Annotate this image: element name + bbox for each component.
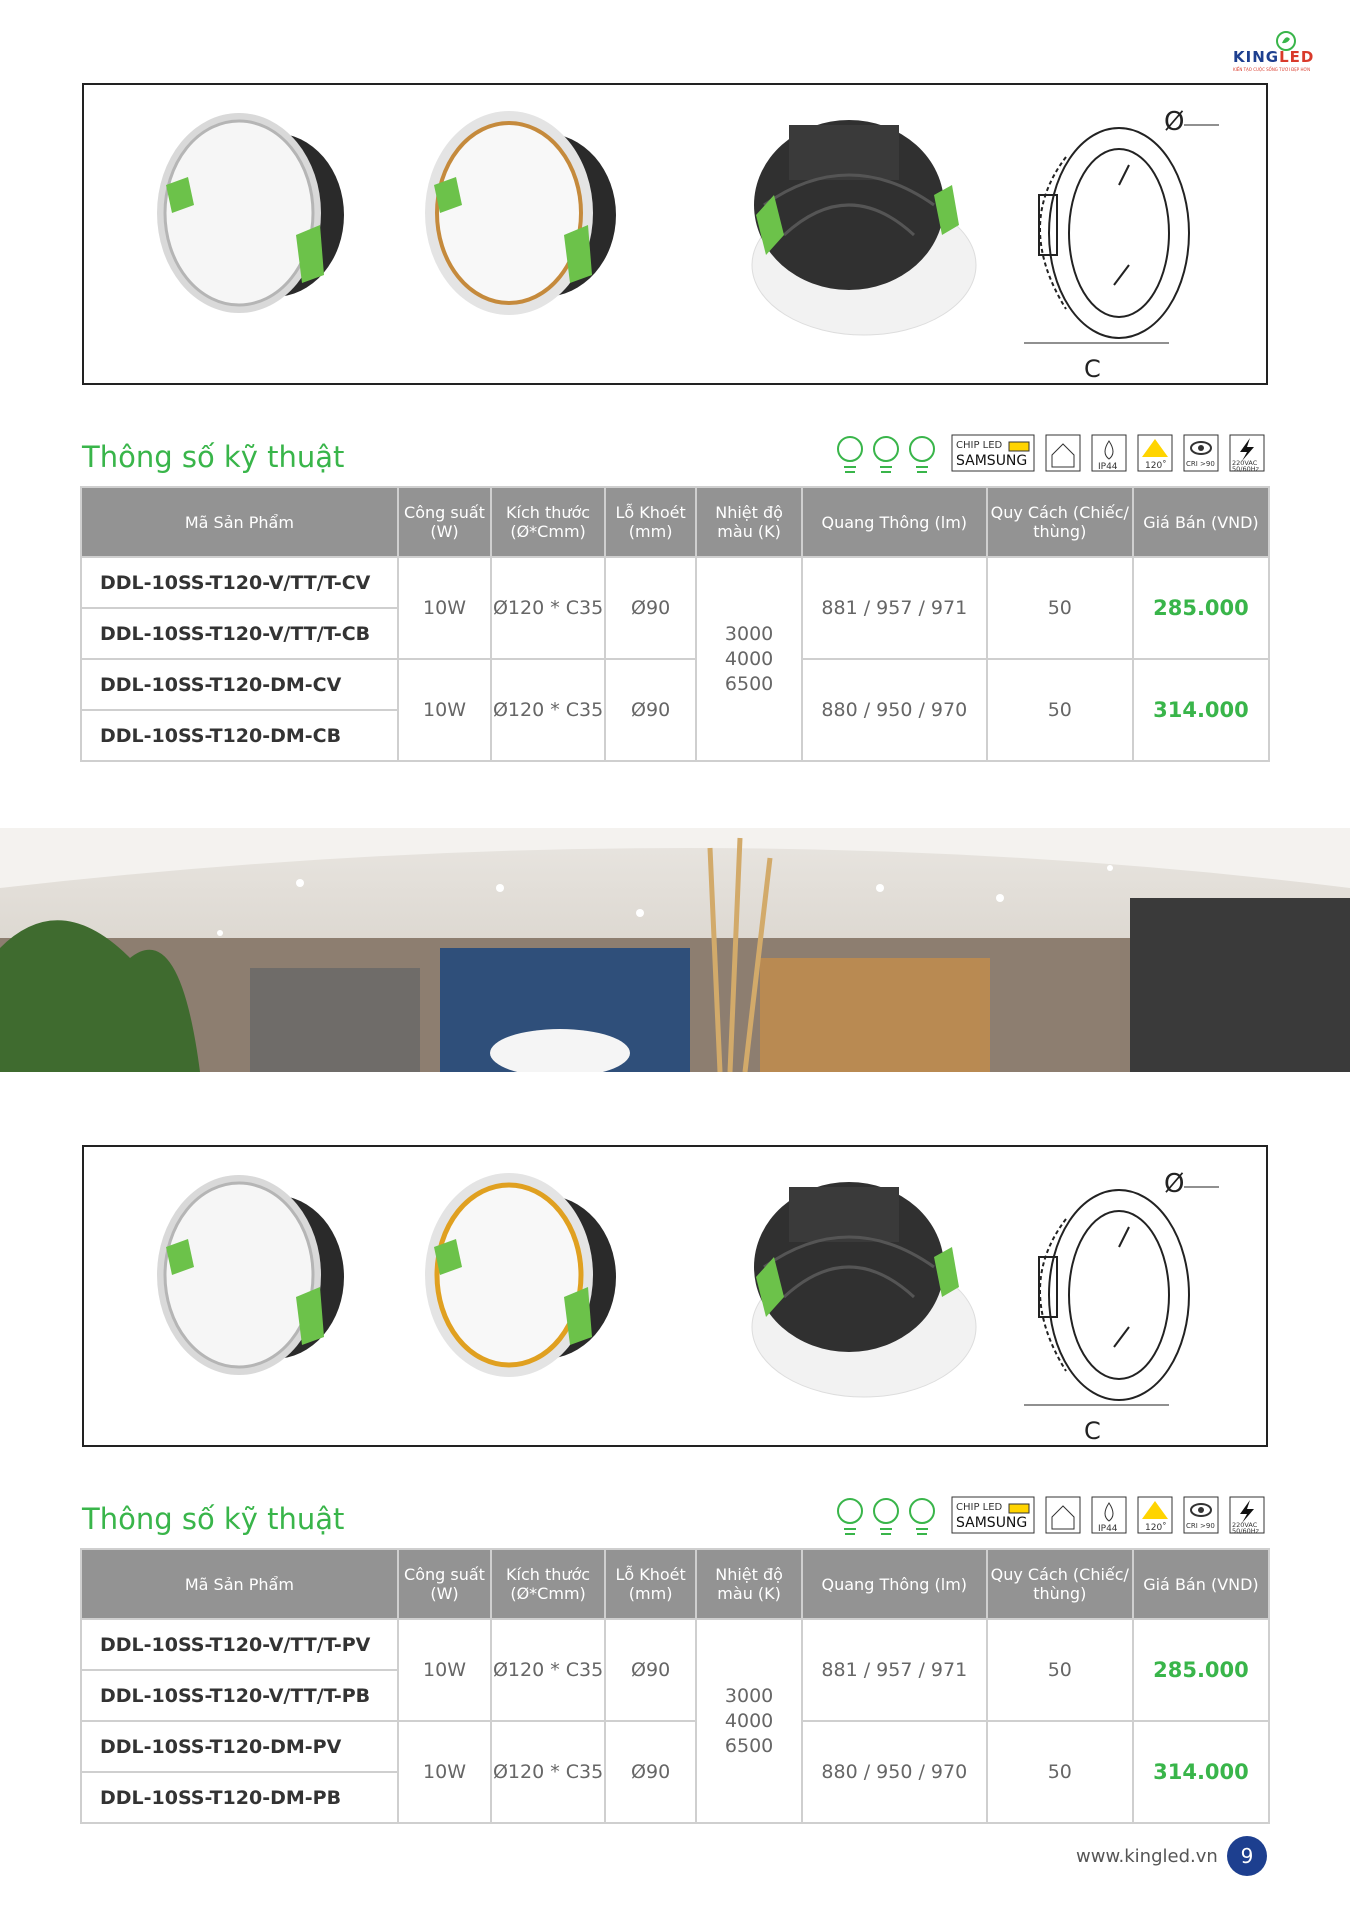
voltage-label-2: 50/60Hz — [1232, 465, 1260, 473]
header-code: Mã Sản Phẩm — [81, 487, 398, 557]
price-cell: 285.000 — [1133, 1619, 1269, 1721]
product-code: DDL-10SS-T120-DM-CV — [81, 659, 398, 710]
size-cell: Ø120 * C35 — [491, 1721, 605, 1823]
samsung-label: SAMSUNG — [956, 453, 1028, 469]
voltage-label-1: 220VAC — [1232, 1521, 1258, 1529]
header-pack: Quy Cách (Chiếc/ thùng) — [987, 1549, 1133, 1619]
downlight-silver-image — [157, 1175, 344, 1375]
temp-value: 6500 — [724, 672, 774, 695]
size-cell: Ø120 * C35 — [491, 659, 605, 761]
page-number: 9 — [1227, 1836, 1267, 1876]
price-cell: 314.000 — [1133, 1721, 1269, 1823]
table-header-row — [81, 1549, 1269, 1619]
product-code: DDL-10SS-T120-V/TT/T-PV — [81, 1619, 398, 1670]
power-cell: 10W — [398, 1721, 491, 1823]
spec-title: Thông số kỹ thuật — [82, 1502, 345, 1536]
product-code: DDL-10SS-T120-DM-CB — [81, 710, 398, 761]
product-image-box-1 — [82, 83, 1268, 385]
spec-title: Thông số kỹ thuật — [82, 440, 345, 474]
product-image-box-2 — [82, 1145, 1268, 1447]
table-row — [81, 1619, 1269, 1670]
header-size: Kích thước (Ø*Cmm) — [491, 487, 605, 557]
power-cell: 10W — [398, 659, 491, 761]
downlight-gold-image — [425, 1173, 616, 1377]
header-price: Giá Bán (VND) — [1133, 1549, 1269, 1619]
size-cell: Ø120 * C35 — [491, 557, 605, 659]
interior-photo — [0, 828, 1350, 1072]
angle-label: 120˚ — [1145, 461, 1167, 471]
header-power: Công suất (W) — [398, 1549, 491, 1619]
header-price: Giá Bán (VND) — [1133, 487, 1269, 557]
downlight-silver-image — [157, 113, 344, 313]
lumen-cell: 880 / 950 / 970 — [802, 1721, 987, 1823]
feature-badges — [836, 433, 1268, 477]
cutout-cell: Ø90 — [605, 1619, 696, 1721]
header-cutout: Lỗ Khoét (mm) — [605, 487, 696, 557]
chip-label: CHIP LED — [956, 1502, 1003, 1513]
height-label: C — [1084, 1417, 1101, 1445]
pack-cell: 50 — [987, 1721, 1133, 1823]
table-row — [81, 659, 1269, 710]
temp-value: 3000 — [724, 1684, 774, 1707]
product-code: DDL-10SS-T120-DM-PB — [81, 1772, 398, 1823]
header-temp: Nhiệt độ màu (K) — [696, 487, 802, 557]
cri-label: CRI >90 — [1186, 1522, 1215, 1530]
lumen-cell: 881 / 957 / 971 — [802, 1619, 987, 1721]
cutout-cell: Ø90 — [605, 659, 696, 761]
header-lumen: Quang Thông (lm) — [802, 487, 987, 557]
downlight-back-image — [752, 120, 976, 335]
table-row — [81, 1721, 1269, 1772]
price-cell: 285.000 — [1133, 557, 1269, 659]
product-code: DDL-10SS-T120-V/TT/T-PB — [81, 1670, 398, 1721]
feature-badges — [836, 1495, 1268, 1539]
diameter-label: Ø — [1164, 107, 1185, 137]
color-temp-cell — [696, 557, 802, 761]
pack-cell: 50 — [987, 557, 1133, 659]
spec-table-2 — [80, 1548, 1270, 1824]
downlight-gold-image — [425, 111, 616, 315]
diameter-label: Ø — [1164, 1169, 1185, 1199]
product-code: DDL-10SS-T120-V/TT/T-CV — [81, 557, 398, 608]
table-row — [81, 557, 1269, 608]
product-code: DDL-10SS-T120-V/TT/T-CB — [81, 608, 398, 659]
power-cell: 10W — [398, 1619, 491, 1721]
website-link[interactable]: www.kingled.vn — [1076, 1846, 1218, 1867]
samsung-label: SAMSUNG — [956, 1515, 1028, 1531]
header-lumen: Quang Thông (lm) — [802, 1549, 987, 1619]
cutout-cell: Ø90 — [605, 557, 696, 659]
ip-label: IP44 — [1098, 1524, 1118, 1534]
bulb-icon — [838, 1499, 934, 1534]
product-code: DDL-10SS-T120-DM-PV — [81, 1721, 398, 1772]
pack-cell: 50 — [987, 1619, 1133, 1721]
power-cell: 10W — [398, 557, 491, 659]
angle-label: 120˚ — [1145, 1523, 1167, 1533]
pack-cell: 50 — [987, 659, 1133, 761]
lumen-cell: 881 / 957 / 971 — [802, 557, 987, 659]
ip-label: IP44 — [1098, 462, 1118, 472]
lumen-cell: 880 / 950 / 970 — [802, 659, 987, 761]
voltage-label-1: 220VAC — [1232, 459, 1258, 467]
price-cell: 314.000 — [1133, 659, 1269, 761]
indoor-icon — [1046, 1497, 1080, 1533]
table-header-row — [81, 487, 1269, 557]
cutout-cell: Ø90 — [605, 1721, 696, 1823]
temp-value: 6500 — [724, 1734, 774, 1757]
height-label: C — [1084, 355, 1101, 383]
spec-table-1 — [80, 486, 1270, 762]
header-size: Kích thước (Ø*Cmm) — [491, 1549, 605, 1619]
temp-value: 4000 — [724, 647, 774, 670]
brand-tagline: KIẾN TẠO CUỘC SỐNG TƯƠI ĐẸP HƠN — [1233, 67, 1311, 72]
chip-label: CHIP LED — [956, 440, 1003, 451]
color-temp-cell — [696, 1619, 802, 1823]
header-power: Công suất (W) — [398, 487, 491, 557]
dimension-diagram — [1024, 1187, 1219, 1405]
bulb-icon — [838, 437, 934, 472]
header-pack: Quy Cách (Chiếc/ thùng) — [987, 487, 1133, 557]
temp-value: 3000 — [724, 622, 774, 645]
temp-value: 4000 — [724, 1709, 774, 1732]
kingled-logo — [1225, 30, 1335, 80]
header-cutout: Lỗ Khoét (mm) — [605, 1549, 696, 1619]
size-cell: Ø120 * C35 — [491, 1619, 605, 1721]
brand-name: KINGLED — [1233, 48, 1315, 66]
header-temp: Nhiệt độ màu (K) — [696, 1549, 802, 1619]
header-code: Mã Sản Phẩm — [81, 1549, 398, 1619]
dimension-diagram — [1024, 125, 1219, 343]
indoor-icon — [1046, 435, 1080, 471]
cri-label: CRI >90 — [1186, 460, 1215, 468]
voltage-label-2: 50/60Hz — [1232, 1527, 1260, 1535]
downlight-back-image — [752, 1182, 976, 1397]
